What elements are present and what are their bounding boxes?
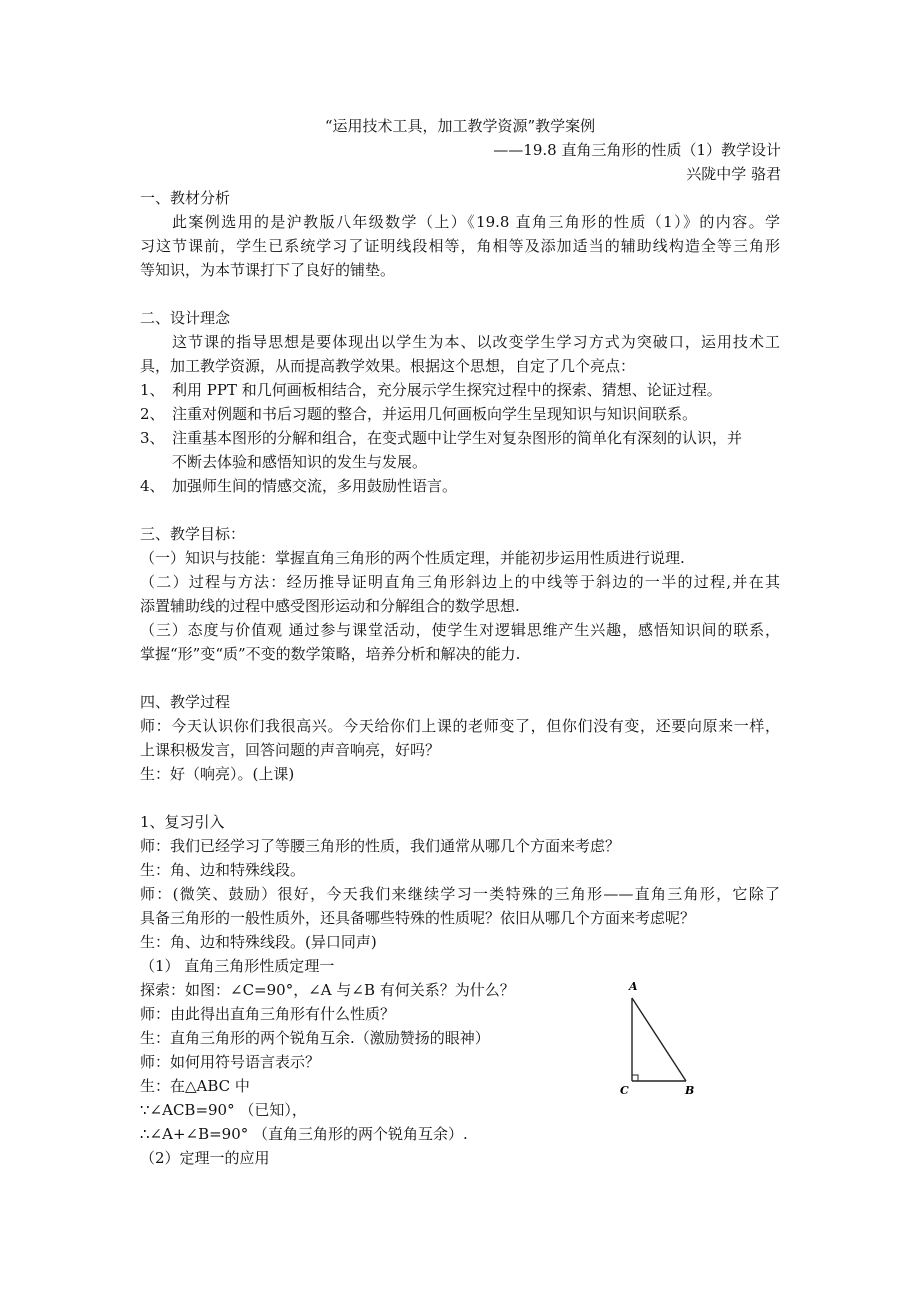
list-item <box>140 402 697 426</box>
dialogue-line: 生：角、边和特殊线段。 <box>140 861 306 879</box>
dialogue-line: 师：由此得出直角三角形有什么性质？ <box>140 1005 396 1023</box>
section-heading-2: 二、设计理念 <box>140 309 231 327</box>
subsection-heading: 1、复习引入 <box>140 813 225 831</box>
theorem-heading: （1） 直角三角形性质定理一 <box>140 957 335 975</box>
dialogue-line: 生：在△ABC 中 <box>140 1077 250 1095</box>
right-triangle-figure <box>618 978 708 1098</box>
list-item <box>140 378 722 402</box>
list-item-text: 利用 PPT 和几何画板相结合，充分展示学生探究过程中的探索、猜想、论证过程。 <box>172 381 722 399</box>
document-subtitle: ——19.8 直角三角形的性质（1）教学设计 <box>493 141 781 159</box>
right-angle-mark <box>632 1075 638 1081</box>
list-item-number: 4、 <box>140 477 165 495</box>
proof-line: ∴∠A+∠B=90° （直角三角形的两个锐角互余）. <box>140 1125 468 1143</box>
dialogue-line: 上课积极发言，回答问题的声音响亮，好吗？ <box>140 741 441 759</box>
vertex-label-a: A <box>629 980 638 993</box>
dialogue-line: 生：角、边和特殊线段。(异口同声) <box>140 933 377 951</box>
goal-line: （一）知识与技能：掌握直角三角形的两个性质定理，并能初步运用性质进行说理. <box>140 549 685 567</box>
list-item <box>140 474 457 498</box>
list-item-number: 3、 <box>140 429 165 447</box>
goal-line: （三）态度与价值观 通过参与课堂活动，使学生对逻辑思维产生兴趣，感悟知识间的联系， <box>140 621 780 639</box>
dialogue-line: 师：今天认识你们我很高兴。今天给你们上课的老师变了，但你们没有变，还要向原来一样， <box>140 717 780 735</box>
dialogue-line: 具备三角形的一般性质外，还具备哪些特殊的性质呢？依旧从哪几个方面来考虑呢？ <box>140 909 696 927</box>
list-item-text: 注重基本图形的分解和组合，在变式题中让学生对复杂图形的简单化有深刻的认识，并 <box>172 429 743 447</box>
paragraph-line: 习这节课前，学生已系统学习了证明线段相等，角相等及添加适当的辅助线构造全等三角形 <box>140 237 780 255</box>
list-item <box>140 426 742 450</box>
exploration-line: 探索：如图：∠C=90°，∠A 与∠B 有何关系？为什么？ <box>140 981 515 999</box>
section-heading-3: 三、教学目标： <box>140 525 246 543</box>
section-heading-1: 一、教材分析 <box>140 189 231 207</box>
goal-line: （二）过程与方法：经历推导证明直角三角形斜边上的中线等于斜边的一半的过程,并在其 <box>140 573 780 591</box>
vertex-label-b: B <box>685 1084 695 1097</box>
list-item-number: 2、 <box>140 405 165 423</box>
list-item-text: 注重对例题和书后习题的整合，并运用几何画板向学生呈现知识与知识间联系。 <box>172 405 698 423</box>
dialogue-line: 师：(微笑、鼓励）很好，今天我们来继续学习一类特殊的三角形——直角三角形，它除了 <box>140 885 780 903</box>
paragraph-line: 等知识，为本节课打下了良好的铺垫。 <box>140 261 396 279</box>
goal-line: 掌握“形”变“质”不变的数学策略，培养分析和解决的能力. <box>140 645 521 663</box>
dialogue-line: 生：好（响亮）。(上课) <box>140 765 295 783</box>
triangle-side-ab <box>632 998 686 1081</box>
list-item-text: 加强师生间的情感交流，多用鼓励性语言。 <box>172 477 458 495</box>
theorem-heading: （2）定理一的应用 <box>140 1149 270 1167</box>
proof-line: ∵∠ACB=90° （已知）， <box>140 1101 307 1119</box>
dialogue-line: 师：如何用符号语言表示？ <box>140 1053 321 1071</box>
section-heading-4: 四、教学过程 <box>140 693 231 711</box>
paragraph-line: 此案例选用的是沪教版八年级数学（上）《19.8 直角三角形的性质（1）》的内容。学 <box>172 213 780 231</box>
dialogue-line: 师：我们已经学习了等腰三角形的性质，我们通常从哪几个方面来考虑？ <box>140 837 621 855</box>
list-item-number: 1、 <box>140 381 165 399</box>
paragraph-line: 这节课的指导思想是要体现出以学生为本、以改变学生学习方式为突破口，运用技术工 <box>172 333 780 351</box>
vertex-label-c: C <box>620 1084 629 1097</box>
goal-line: 添置辅助线的过程中感受图形运动和分解组合的数学思想. <box>140 597 520 615</box>
dialogue-line: 生：直角三角形的两个锐角互余.（激励赞扬的眼神） <box>140 1029 490 1047</box>
document-title: “运用技术工具，加工教学资源”教学案例 <box>324 117 596 135</box>
list-item-continuation: 不断去体验和感悟知识的发生与发展。 <box>172 453 428 471</box>
paragraph-line: 具，加工教学资源，从而提高教学效果。根据这个思想，自定了几个亮点： <box>140 357 636 375</box>
author-line: 兴陇中学 骆君 <box>686 165 781 183</box>
